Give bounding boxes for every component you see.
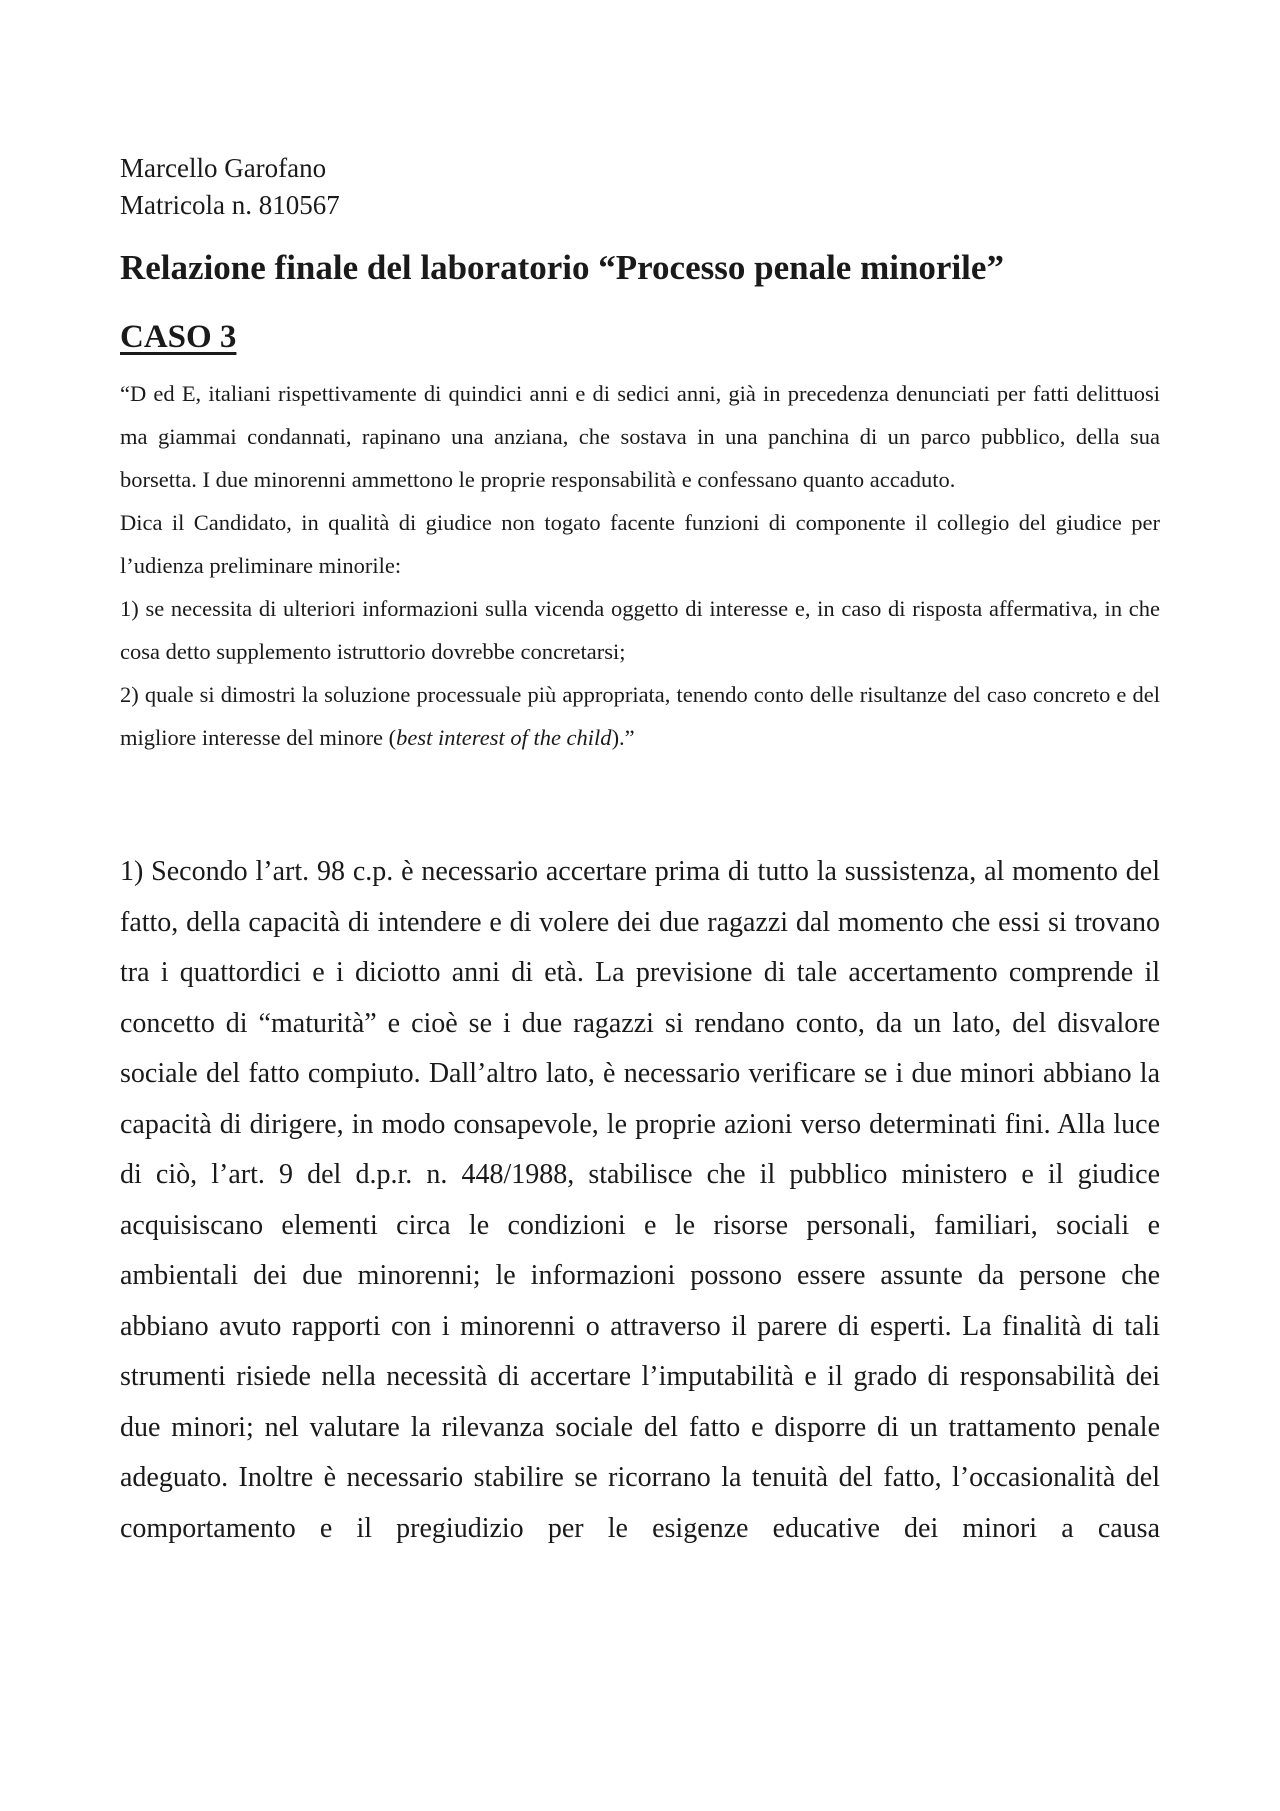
author-block bbox=[120, 150, 340, 224]
answer-paragraph-1: 1) Secondo l’art. 98 c.p. è necessario accertare prima di tutto la sussistenza, al momento del fatto, della capacità di intendere e di volere dei due ragazzi dal momento che essi si trovano tra i quattordici e i diciotto anni di età. La previsione di tale accertamento comprende il concetto di “maturità” e cioè se i due ragazzi si rendano conto, da un lato, del disvalore sociale del fatto compiuto. Dall’altro lato, è necessario verificare se i due minori abbiano la capacità di dirigere, in modo consapevole, le proprie azioni verso determinati fini. Alla luce di ciò, l’art. 9 del d.p.r. n. 448/1988, stabilisce che il pubblico ministero e il giudice acquisiscano elementi circa le condizioni e le risorse personali, familiari, sociali e ambientali dei due minorenni; le informazioni possono essere assunte da persone che abbiano avuto rapporti con i minorenni o attraverso il parere di esperti. La finalità di tali strumenti risiede nella necessità di accertare l’imputabilità e il grado di responsabilità dei due minori; nel valutare la rilevanza sociale del fatto e disporre di un trattamento penale adeguato. Inoltre è necessario stabilire se ricorrano la tenuità del fatto, l’occasionalità del comportamento e il pregiudizio per le esigenze educative dei minori a causa bbox=[120, 856, 1160, 1544]
question-intro: “D ed E, italiani rispettivamente di quindici anni e di sedici anni, già in precedenza denunciati per fatti delittuosi ma giammai condannati, rapinano una anziana, che sostava in una panchina di un parco pubblico, della sua borsetta. I due minorenni ammettono le proprie responsabilità e confessano quanto accaduto. bbox=[120, 381, 1160, 492]
student-id: Matricola n. 810567 bbox=[120, 190, 340, 220]
question-point-2-italic: best interest of the child bbox=[396, 725, 612, 750]
document-title: Relazione finale del laboratorio “Processo penale minorile” bbox=[120, 248, 1004, 287]
question-prompt: Dica il Candidato, in qualità di giudice non togato facente funzioni di componente il collegio del giudice per l’udienza preliminare minorile: bbox=[120, 510, 1160, 578]
question-point-2 bbox=[120, 673, 1160, 759]
author-name: Marcello Garofano bbox=[120, 153, 327, 183]
question-point-2-start: 2) quale si dimostri la soluzione processuale più appropriata, tenendo conto delle risultanze del caso concreto e del migliore interesse del minore ( bbox=[120, 682, 1160, 750]
case-heading: CASO 3 bbox=[120, 319, 237, 355]
answer-body bbox=[120, 847, 1160, 1554]
question-point-2-end: ).” bbox=[611, 725, 635, 750]
question-point-1: 1) se necessita di ulteriori informazioni sulla vicenda oggetto di interesse e, in caso di risposta affermativa, in che cosa detto supplemento istruttorio dovrebbe concretarsi; bbox=[120, 596, 1160, 664]
case-question bbox=[120, 372, 1160, 759]
